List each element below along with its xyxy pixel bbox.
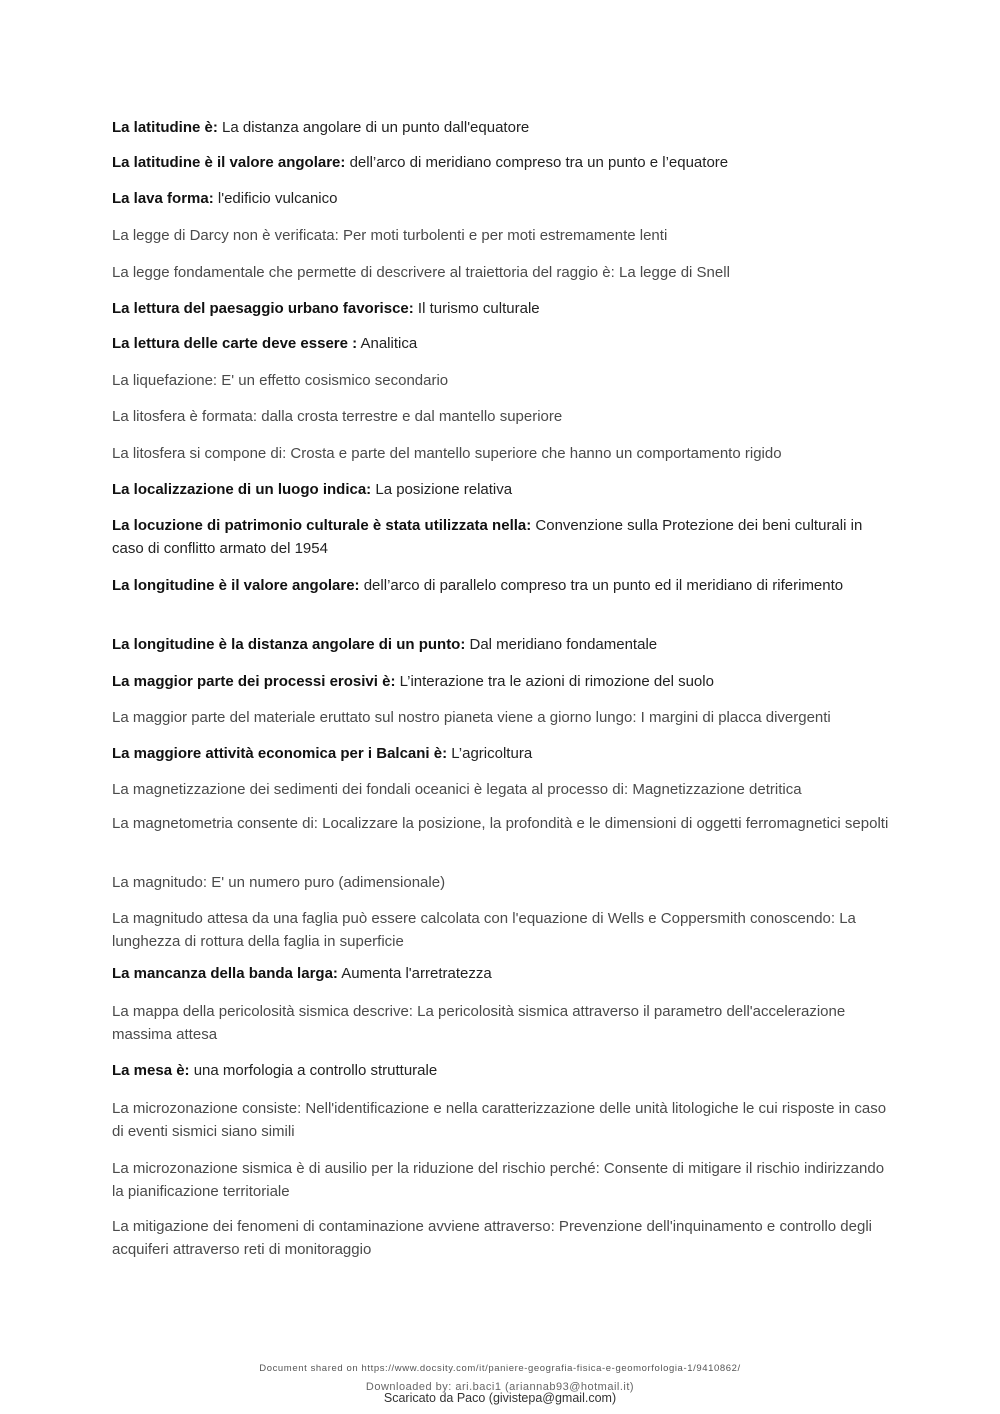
- entry-answer: Analitica: [357, 335, 418, 352]
- entry-answer: Per moti turbolenti e per moti estremamente lenti: [338, 227, 668, 244]
- entry-answer: Il turismo culturale: [413, 300, 540, 317]
- entry: [112, 1000, 892, 1046]
- entry-answer: Consente di mitigare il rischio indirizzando la pianificazione territoriale: [112, 1160, 885, 1200]
- entry: [112, 1059, 892, 1082]
- entry-question: La mitigazione dei fenomeni di contaminazione avviene attraverso:: [112, 1218, 555, 1235]
- entry-answer: Convenzione sulla Protezione dei beni culturali in caso di conflitto armato del 1954: [112, 517, 863, 557]
- entry-answer: La lunghezza di rottura della faglia in superficie: [112, 910, 856, 950]
- entry-question: La longitudine è la distanza angolare di un punto:: [112, 636, 466, 653]
- entry: [112, 151, 892, 174]
- entry-question: La litosfera è formata:: [112, 408, 258, 425]
- entry-question: La latitudine è:: [112, 119, 218, 136]
- entry-question: La latitudine è il valore angolare:: [112, 154, 346, 171]
- entry: [112, 706, 892, 729]
- entry-question: La maggior parte del materiale eruttato sul nostro pianeta viene a giorno lungo:: [112, 709, 637, 726]
- entry-answer: Aumenta l'arretratezza: [337, 965, 492, 982]
- entry-answer: L’agricoltura: [447, 745, 533, 762]
- entry-answer: L’interazione tra le azioni di rimozione del suolo: [395, 673, 714, 690]
- entry: [112, 633, 892, 656]
- entry-answer: Prevenzione dell'inquinamento e controllo degli acquiferi attraverso reti di monitoraggio: [112, 1218, 872, 1258]
- entry: [112, 574, 892, 597]
- entry-answer: Dal meridiano fondamentale: [465, 636, 658, 653]
- entry-answer: dalla crosta terrestre e dal mantello superiore: [257, 408, 563, 425]
- entry-question: La mancanza della banda larga:: [112, 965, 338, 982]
- entry: [112, 116, 892, 139]
- entry-question: La litosfera si compone di:: [112, 445, 287, 462]
- entry: [112, 405, 892, 428]
- entry-question: La locuzione di patrimonio culturale è stata utilizzata nella:: [112, 517, 532, 534]
- entry-question: La legge di Darcy non è verificata:: [112, 227, 339, 244]
- entry-answer: l'edificio vulcanico: [213, 190, 338, 207]
- entry-question: La magnitudo:: [112, 874, 208, 891]
- entry: [112, 187, 892, 210]
- entry-answer: Crosta e parte del mantello superiore che hanno un comportamento rigido: [286, 445, 782, 462]
- entry: [112, 962, 892, 985]
- entry: [112, 1097, 892, 1143]
- entry: [112, 297, 892, 320]
- entry: [112, 478, 892, 501]
- entry-answer: La legge di Snell: [614, 264, 730, 281]
- entry: [112, 369, 892, 392]
- entry-answer: dell’arco di parallelo compreso tra un punto ed il meridiano di riferimento: [359, 577, 844, 594]
- entry-answer: Nell'identificazione e nella caratterizzazione delle unità litologiche le cui risposte in caso di eventi sismici siano simili: [112, 1100, 887, 1140]
- entry-question: La localizzazione di un luogo indica:: [112, 481, 372, 498]
- entry-question: La microzonazione consiste:: [112, 1100, 302, 1117]
- entry-answer: Magnetizzazione detritica: [628, 781, 802, 798]
- entry-question: La magnetometria consente di:: [112, 815, 318, 832]
- entry-answer: La posizione relativa: [371, 481, 513, 498]
- entry: [112, 514, 892, 560]
- entry-question: La lettura delle carte deve essere :: [112, 335, 358, 352]
- entry: [112, 812, 892, 835]
- entry-question: La maggior parte dei processi erosivi è:: [112, 673, 396, 690]
- entry-question: La lava forma:: [112, 190, 214, 207]
- entry-answer: dell’arco di meridiano compreso tra un punto e l’equatore: [345, 154, 729, 171]
- entry-question: La mesa è:: [112, 1062, 190, 1079]
- entry: [112, 332, 892, 355]
- entry-question: La longitudine è il valore angolare:: [112, 577, 360, 594]
- entry-answer: E' un numero puro (adimensionale): [207, 874, 446, 891]
- entry: [112, 907, 892, 953]
- entry: [112, 670, 892, 693]
- entry: [112, 778, 892, 801]
- footer-shared-notice: Document shared on https://www.docsity.com/it/paniere-geografia-fisica-e-geomorfologia-1/9410862/: [259, 1363, 741, 1374]
- entry: [112, 261, 892, 284]
- entry-question: La lettura del paesaggio urbano favorisce:: [112, 300, 414, 317]
- entry-question: La mappa della pericolosità sismica descrive:: [112, 1003, 413, 1020]
- entry-question: La microzonazione sismica è di ausilio per la riduzione del rischio perché:: [112, 1160, 600, 1177]
- entry-answer: I margini di placca divergenti: [636, 709, 831, 726]
- entry: [112, 871, 892, 894]
- entry: [112, 1215, 892, 1261]
- entry-answer: La pericolosità sismica attraverso il parametro dell'accelerazione massima attesa: [112, 1003, 846, 1043]
- entry: [112, 742, 892, 765]
- entry-answer: una morfologia a controllo strutturale: [189, 1062, 438, 1079]
- entry-answer: La distanza angolare di un punto dall'equatore: [217, 119, 530, 136]
- entry: [112, 442, 892, 465]
- entry-question: La liquefazione:: [112, 372, 218, 389]
- entry-question: La maggiore attività economica per i Balcani è:: [112, 745, 448, 762]
- entry-answer: E' un effetto cosismico secondario: [217, 372, 449, 389]
- entry: [112, 224, 892, 247]
- entry: [112, 1157, 892, 1203]
- entry-question: La legge fondamentale che permette di descrivere al traiettoria del raggio è:: [112, 264, 615, 281]
- entry-question: La magnitudo attesa da una faglia può essere calcolata con l'equazione di Wells e Coppersmith conoscendo:: [112, 910, 836, 927]
- footer-downloaded-by: Downloaded by: ari.baci1 (ariannab93@hotmail.it): [365, 1381, 635, 1393]
- footer-scaricato-da: Scaricato da Paco (givistepa@gmail.com): [383, 1391, 617, 1405]
- entry-question: La magnetizzazione dei sedimenti dei fondali oceanici è legata al processo di:: [112, 781, 629, 798]
- entry-answer: Localizzare la posizione, la profondità e le dimensioni di oggetti ferromagnetici sepolti: [317, 815, 889, 832]
